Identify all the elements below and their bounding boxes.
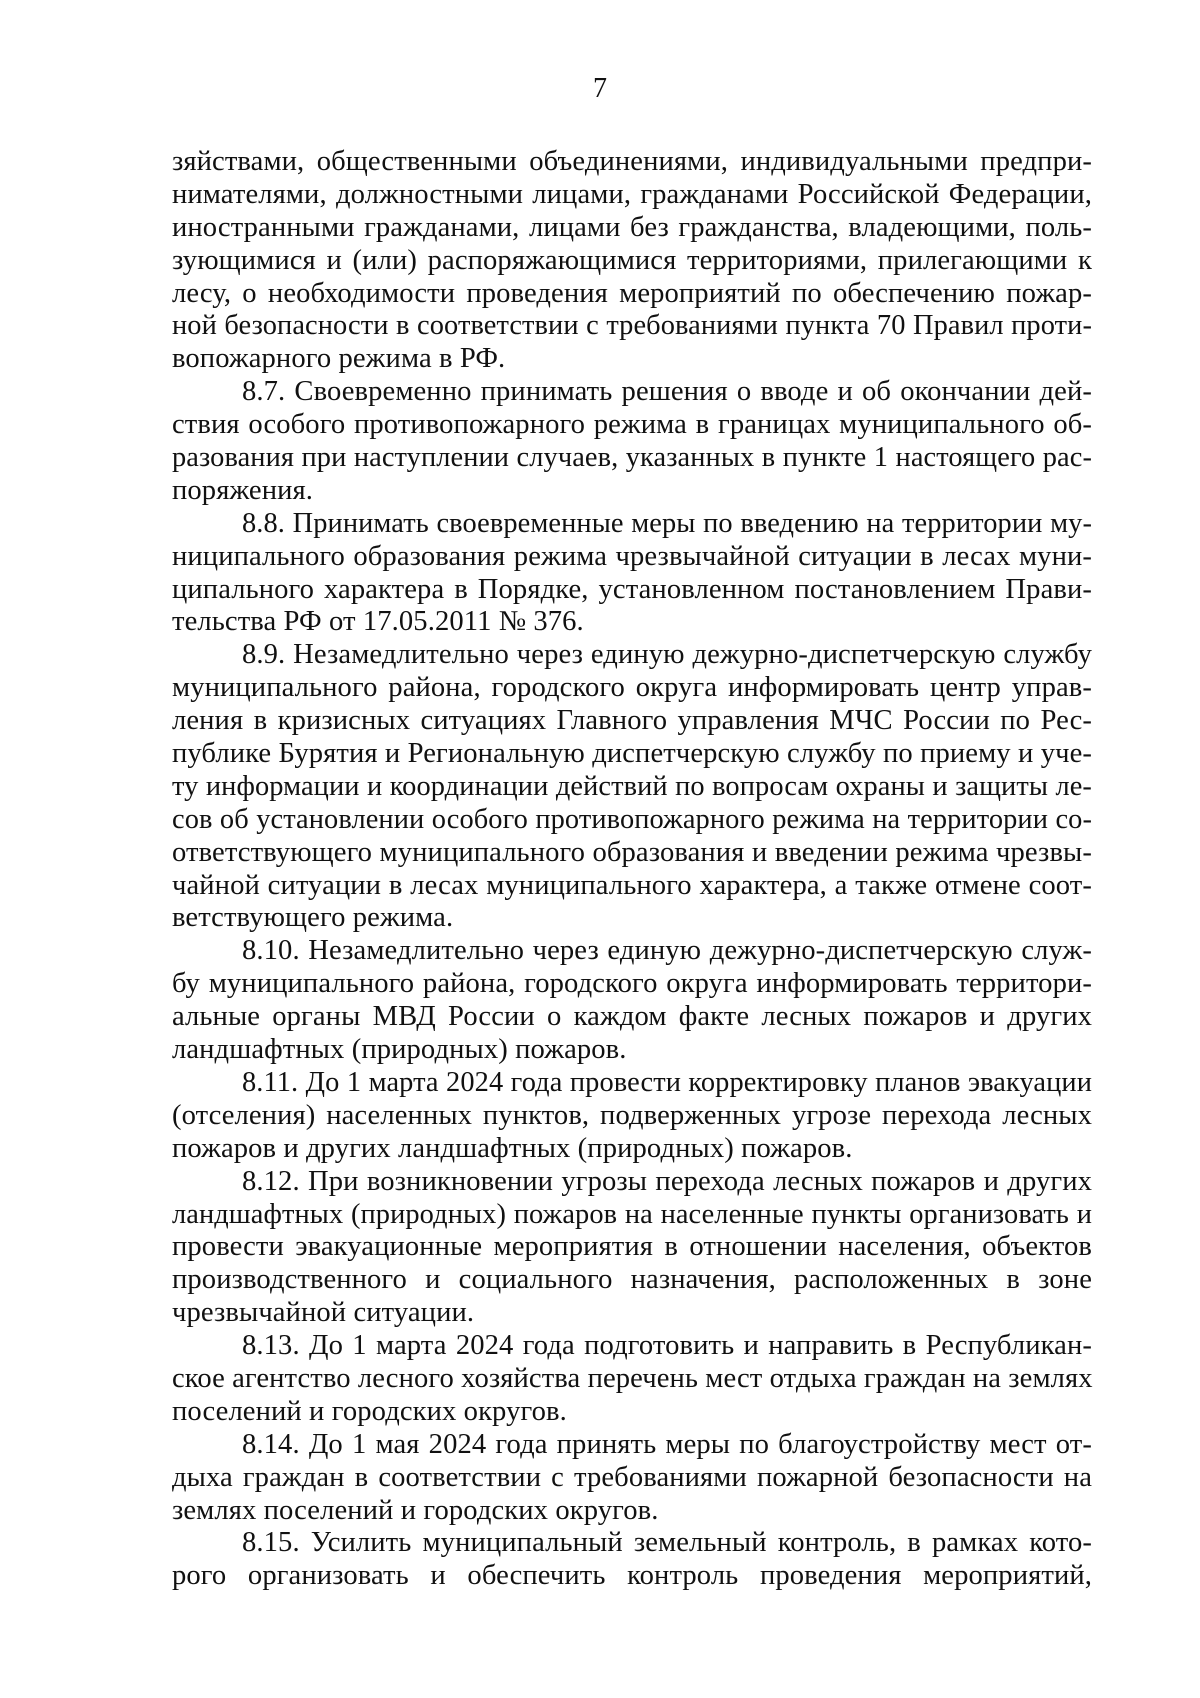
text-line: ления в кризисных ситуациях Главного управления МЧС России по Рес- (172, 705, 1092, 737)
text-line: ландшафтных (природных) пожаров на населенные пункты организовать и (172, 1198, 1092, 1230)
text-line: муниципального района, городского округа информировать центр управ- (172, 672, 1092, 704)
text-line: чрезвычайной ситуации. (172, 1297, 475, 1329)
text-line: производственного и социального назначения, расположенных в зоне (172, 1264, 1092, 1296)
document-body (172, 146, 1092, 1593)
text-line: 8.14. До 1 мая 2024 года принять меры по благоустройству мест от- (242, 1428, 1092, 1460)
text-line: рого организовать и обеспечить контроль проведения мероприятий, (172, 1560, 1092, 1592)
text-line: 8.8. Принимать своевременные меры по введению на территории му- (242, 507, 1092, 539)
text-line: (отселения) населенных пунктов, подверженных угрозе перехода лесных (172, 1099, 1092, 1131)
text-line: сов об установлении особого противопожарного режима на территории со- (172, 803, 1092, 835)
text-line: ответствующего муниципального образования и введении режима чрезвы- (172, 836, 1092, 868)
page-number: 7 (593, 73, 607, 104)
text-line: ной безопасности в соответствии с требованиями пункта 70 Правил проти- (172, 310, 1092, 342)
text-line: 8.12. При возникновении угрозы перехода лесных пожаров и других (242, 1165, 1092, 1197)
text-line: ниципального образования режима чрезвычайной ситуации в лесах муни- (172, 540, 1092, 572)
text-line: поселений и городских округов. (172, 1395, 567, 1427)
text-line: 8.15. Усилить муниципальный земельный контроль, в рамках кото- (242, 1527, 1092, 1559)
text-line: тельства РФ от 17.05.2011 № 376. (172, 606, 584, 638)
text-line: ту информации и координации действий по вопросам охраны и защиты ле- (172, 770, 1092, 802)
text-line: 8.10. Незамедлительно через единую дежурно-диспетчерскую служ- (242, 935, 1092, 967)
text-line: 8.7. Своевременно принимать решения о вводе и об окончании дей- (242, 376, 1092, 408)
text-line: ское агентство лесного хозяйства перечень мест отдыха граждан на землях (172, 1362, 1093, 1394)
text-line: пожаров и других ландшафтных (природных) пожаров. (172, 1132, 853, 1164)
text-line: публике Бурятия и Региональную диспетчерскую службу по приему и уче- (172, 738, 1092, 770)
text-line: зующимися и (или) распоряжающимися территориями, прилегающими к (172, 244, 1092, 276)
text-line: бу муниципального района, городского округа информировать территори- (172, 968, 1092, 1000)
text-line: альные органы МВД России о каждом факте лесных пожаров и других (172, 1001, 1092, 1033)
text-line: ципального характера в Порядке, установленном постановлением Прави- (172, 573, 1092, 605)
text-line: зяйствами, общественными объединениями, индивидуальными предпри- (172, 146, 1092, 177)
text-line: лесу, о необходимости проведения мероприятий по обеспечению пожар- (172, 277, 1092, 309)
text-line: ствия особого противопожарного режима в границах муниципального об- (172, 409, 1092, 441)
text-line: ландшафтных (природных) пожаров. (172, 1034, 627, 1066)
text-line: чайной ситуации в лесах муниципального характера, а также отмене соот- (172, 869, 1092, 901)
text-line: землях поселений и городских округов. (172, 1494, 659, 1526)
text-line: иностранными гражданами, лицами без гражданства, владеющими, поль- (172, 211, 1092, 243)
text-line: дыха граждан в соответствии с требованиями пожарной безопасности на (172, 1461, 1092, 1493)
text-line: вопожарного режима в РФ. (172, 343, 506, 375)
text-line: разования при наступлении случаев, указанных в пункте 1 настоящего рас- (172, 442, 1092, 474)
text-line: поряжения. (172, 474, 314, 506)
text-line: ветствующего режима. (172, 902, 454, 934)
text-line: 8.13. До 1 марта 2024 года подготовить и направить в Республикан- (242, 1330, 1092, 1362)
text-line: 8.9. Незамедлительно через единую дежурно-диспетчерскую службу (242, 639, 1092, 671)
text-line: нимателями, должностными лицами, гражданами Российской Федерации, (172, 178, 1092, 210)
text-line: провести эвакуационные мероприятия в отношении населения, объектов (172, 1231, 1092, 1263)
text-line: 8.11. До 1 марта 2024 года провести корректировку планов эвакуации (242, 1066, 1092, 1098)
